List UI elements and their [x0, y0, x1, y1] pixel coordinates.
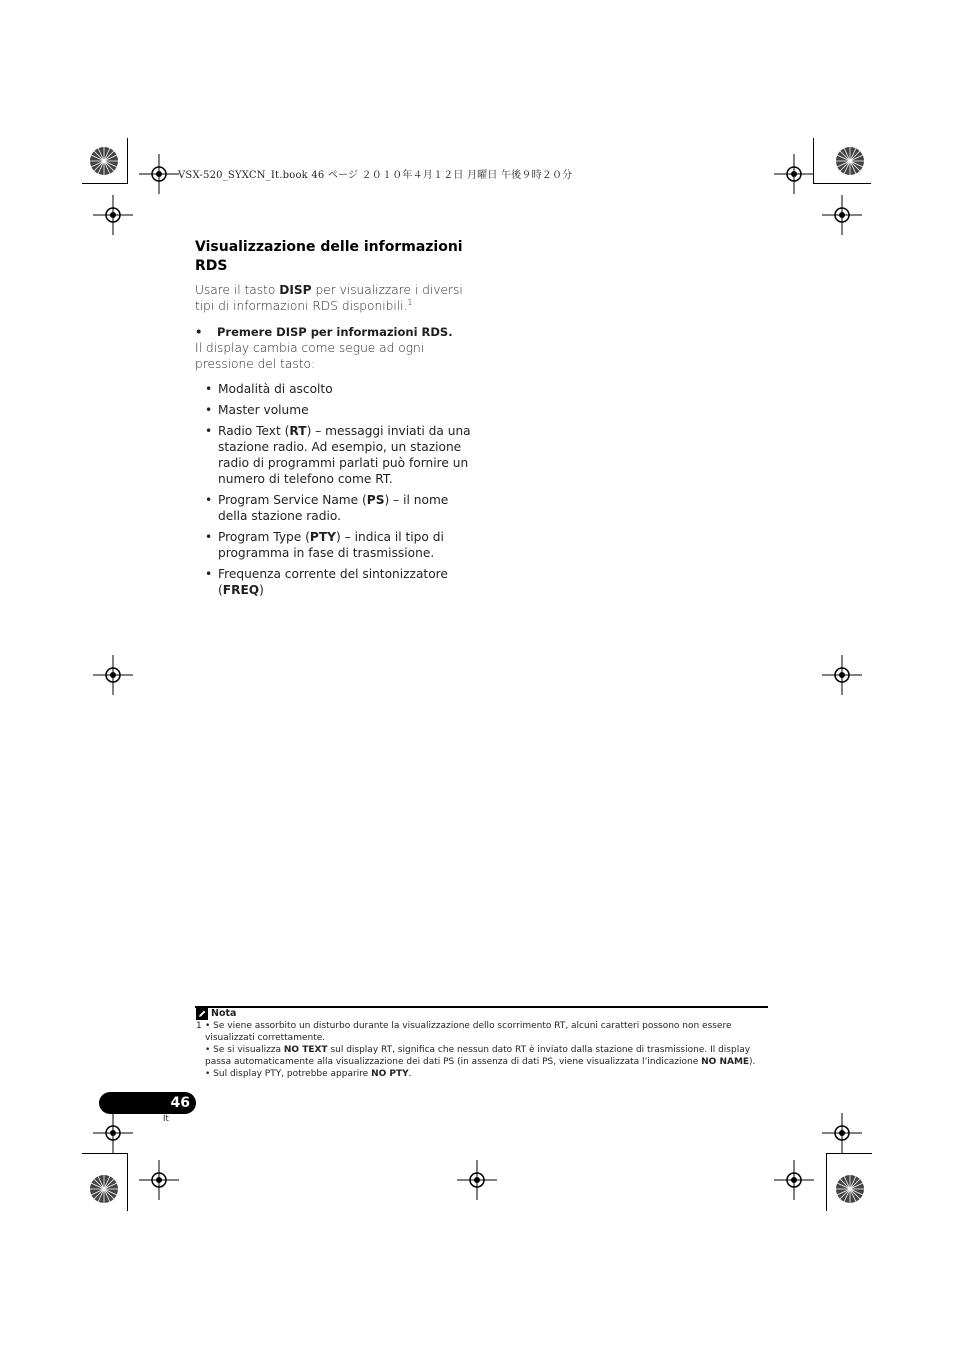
step-instruction: • Premere DISP per informazioni RDS.	[195, 325, 453, 339]
registration-mark	[139, 154, 179, 194]
footnote-ref: 1	[407, 297, 413, 307]
registration-mark	[822, 195, 862, 235]
key-disp: DISP	[279, 283, 312, 297]
crop-mark	[127, 1153, 128, 1211]
step-description: Il display cambia come segue ad ogni pressione del tasto:	[195, 341, 425, 371]
list-item: • Radio Text (RT) – messaggi inviati da una stazione radio. Ad esempio, un stazione radio di programmi parlati può fornire un numero di telefono come RT.	[205, 423, 475, 487]
list-item: • Frequenza corrente del sintonizzatore (FREQ)	[205, 566, 475, 598]
registration-mark	[139, 1160, 179, 1200]
pencil-icon	[196, 1008, 208, 1020]
crop-mark	[826, 1153, 827, 1211]
registration-mark	[822, 1113, 862, 1153]
note-item: • Se si visualizza NO TEXT sul display RT, significa che nessun dato RT è inviato dalla stazione di trasmissione. Il display passa automaticamente alla visualizzazione dei dati PS (in assenza di dati PS, viene visualizzata l’indicazione NO NAME).	[205, 1045, 756, 1067]
list-item: • Master volume	[205, 402, 475, 418]
registration-mark	[822, 655, 862, 695]
page-language: It	[163, 1114, 169, 1124]
crop-mark	[127, 138, 128, 184]
starburst-mark	[89, 146, 119, 176]
registration-mark	[774, 1160, 814, 1200]
crop-mark	[813, 183, 871, 184]
intro-paragraph: Usare il tasto DISP per visualizzare i diversi tipi di informazioni RDS disponibili.$^1$	[195, 283, 463, 313]
note-item: 1 • Se viene assorbito un disturbo durante la visualizzazione dello scorrimento RT, alcuni caratteri possono non essere visualizzati correttamente.	[196, 1021, 732, 1043]
starburst-mark	[835, 1174, 865, 1204]
registration-mark	[93, 1113, 133, 1153]
list-item: • Program Type (PTY) – indica il tipo di programma in fase di trasmissione.	[205, 529, 475, 561]
registration-mark	[93, 195, 133, 235]
list-item: • Program Service Name (PS) – il nome della stazione radio.	[205, 492, 475, 524]
step-bullet: •	[195, 325, 203, 339]
crop-mark	[82, 1153, 128, 1154]
note-item: • Sul display PTY, potrebbe apparire NO PTY.	[205, 1069, 412, 1079]
main-content	[195, 238, 475, 603]
registration-mark	[93, 655, 133, 695]
crop-mark	[826, 1153, 872, 1154]
crop-mark	[82, 183, 128, 184]
note-block	[196, 1008, 776, 1080]
note-heading: Nota	[196, 1008, 776, 1020]
list-item: • Modalità di ascolto	[205, 381, 475, 397]
page-number: 46	[170, 1095, 190, 1111]
display-list	[195, 381, 475, 598]
registration-mark	[774, 154, 814, 194]
starburst-mark	[89, 1174, 119, 1204]
section-title: Visualizzazione delle informazioni RDS	[195, 239, 463, 274]
starburst-mark	[835, 146, 865, 176]
print-header: VSX-520_SYXCN_It.book 46 ページ ２０１０年４月１２日 月曜日 午後９時２０分	[178, 170, 573, 181]
registration-mark	[457, 1160, 497, 1200]
